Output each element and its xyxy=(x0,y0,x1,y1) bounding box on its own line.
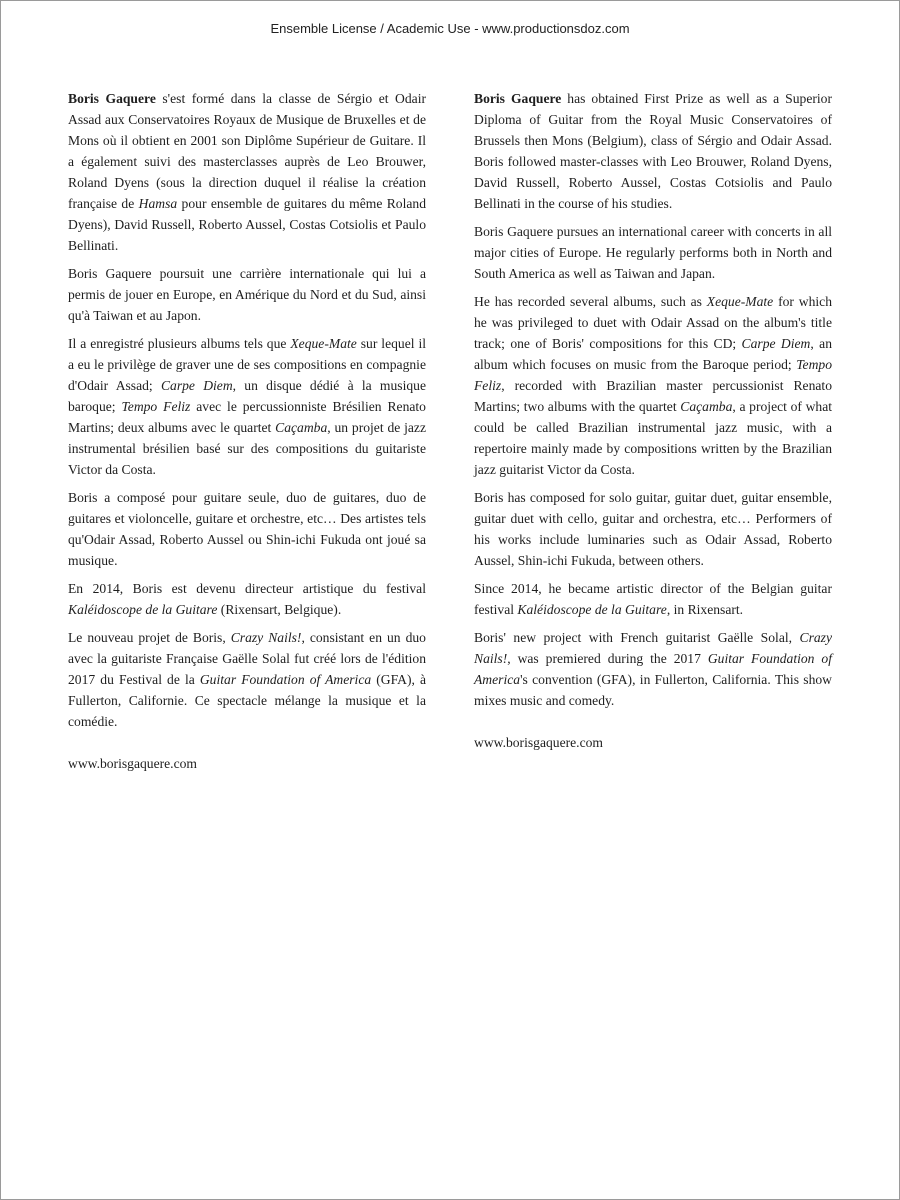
bio-en-paragraph-6: Boris' new project with French guitarist Gaëlle Solal, Crazy Nails!, was premiered during the 2017 Guitar Foundation of America's convention (GFA), in Fullerton, California. This show mixes music and comedy. xyxy=(474,630,832,708)
bio-en-paragraph-3: He has recorded several albums, such as Xeque-Mate for which he was privileged to duet with Odair Assad on the album's title track; one of Boris' compositions for this CD; Carpe Diem, an album which focuses on music from the Baroque period; Tempo Feliz, recorded with Brazilian master percussionist Renato Martins; two albums with the quartet Caçamba, a project of what could be called Brazilian instrumental jazz music, with a repertoire mainly made by compositions written by the Brazilian jazz guitarist Victor da Costa. xyxy=(474,294,832,477)
biography-french-column xyxy=(68,88,426,781)
bio-en-paragraph-5: Since 2014, he became artistic director of the Belgian guitar festival Kaléidoscope de la Guitare, in Rixensart. xyxy=(474,581,832,617)
bio-fr-name: Boris Gaquere xyxy=(68,91,156,106)
bio-en-paragraph-1: Boris Gaquere has obtained First Prize as well as a Superior Diploma of Guitar from the Royal Music Conservatoires of Brussels then Mons (Belgium), class of Sérgio and Odair Assad. Boris followed master-classes with Leo Brouwer, Roland Dyens, David Russell, Roberto Aussel, Costas Cotsiolis and Paulo Bellinati in the course of his studies. xyxy=(474,91,832,211)
bio-fr-paragraph-5: En 2014, Boris est devenu directeur artistique du festival Kaléidoscope de la Guitare (Rixensart, Belgique). xyxy=(68,581,426,617)
biography-english-column xyxy=(474,88,832,760)
bio-fr-paragraph-4: Boris a composé pour guitare seule, duo de guitares, duo de guitares et violoncelle, guitare et orchestre, etc… Des artistes tels qu'Odair Assad, Roberto Aussel ou Shin-ichi Fukuda ont joué sa musique. xyxy=(68,490,426,568)
website-link-en[interactable]: www.borisgaquere.com xyxy=(474,735,603,750)
bio-fr-paragraph-6: Le nouveau projet de Boris, Crazy Nails!, consistant en un duo avec la guitariste Française Gaëlle Solal fut créé lors de l'édition 2017 du Festival de la Guitar Foundation of America (GFA), à Fullerton, Californie. Ce spectacle mélange la musique et la comédie. xyxy=(68,630,426,729)
license-header: Ensemble License / Academic Use - www.productionsdoz.com xyxy=(270,21,630,36)
bio-en-name: Boris Gaquere xyxy=(474,91,562,106)
bio-fr-paragraph-3: Il a enregistré plusieurs albums tels que Xeque-Mate sur lequel il a eu le privilège de graver une de ses compositions en compagnie d'Odair Assad; Carpe Diem, un disque dédié à la musique baroque; Tempo Feliz avec le percussionniste Brésilien Renato Martins; deux albums avec le quartet Caçamba, un projet de jazz instrumental brésilien basé sur des compositions du guitariste Victor da Costa. xyxy=(68,336,427,477)
bio-en-paragraph-4: Boris has composed for solo guitar, guitar duet, guitar ensemble, guitar duet with cello, guitar and orchestra, etc… Performers of his works include luminaries such as Odair Assad, Roberto Aussel, Shin-ichi Fukuda, between others. xyxy=(474,490,832,568)
bio-en-paragraph-2: Boris Gaquere pursues an international career with concerts in all major cities of Europe. He regularly performs both in North and South America as well as Taiwan and Japan. xyxy=(474,224,832,281)
website-link-fr[interactable]: www.borisgaquere.com xyxy=(68,756,197,771)
bio-fr-paragraph-2: Boris Gaquere poursuit une carrière internationale qui lui a permis de jouer en Europe, en Amérique du Nord et du Sud, ainsi qu'à Taiwan et au Japon. xyxy=(68,266,426,323)
bio-fr-paragraph-1: Boris Gaquere s'est formé dans la classe de Sérgio et Odair Assad aux Conservatoires Royaux de Musique de Bruxelles et de Mons où il obtient en 2001 son Diplôme Supérieur de Guitare. Il a également suivi des masterclasses auprès de Leo Brouwer, Roland Dyens (sous la direction duquel il réalise la création française de Hamsa pour ensemble de guitares du même Roland Dyens), David Russell, Roberto Aussel, Costas Cotsiolis et Paulo Bellinati. xyxy=(68,91,427,253)
